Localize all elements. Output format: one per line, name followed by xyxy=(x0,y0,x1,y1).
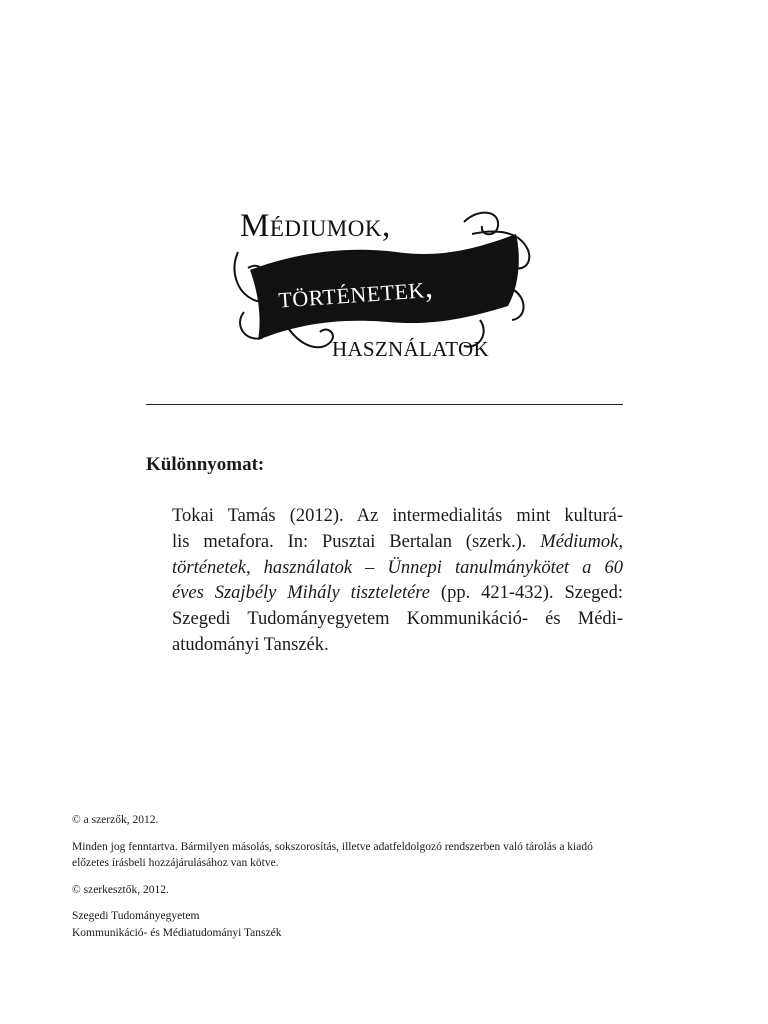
citation-line: Tokai Tamás (2012). Az intermedialitás mint kulturá- xyxy=(172,506,623,526)
citation-line: Szegedi Tudományegyetem Kommunikáció- és Médi- xyxy=(172,609,623,630)
citation-line: lis metafora. In: Pusztai Bertalan (szerk.). Médiumok, xyxy=(172,531,623,552)
book-logo xyxy=(228,200,544,365)
citation-line: éves Szajbély Mihály tiszteletére (pp. 421-432). Szeged: xyxy=(172,583,624,604)
book-title-part: éves Szajbély Mihály tiszteletére xyxy=(172,583,431,604)
book-title-part: Médiumok, xyxy=(540,531,623,552)
authors-copyright: © a szerzők, 2012. xyxy=(72,814,159,826)
citation-block xyxy=(172,504,623,659)
editors-copyright: © szerkesztők, 2012. xyxy=(72,883,169,896)
citation-line xyxy=(172,556,623,582)
logo-line-2: történetek, xyxy=(276,267,435,315)
book-title-part: történetek, használatok – Ünnepi tanulmánykötet a 60 xyxy=(172,557,623,578)
rights-notice: Minden jog fenntartva. Bármilyen másolás, sokszorosítás, illetve adatfeldolgozó rendszerben való tárolás a kiadó előzetes írásbeli hozzájárulásához van kötve. xyxy=(72,840,593,869)
citation-line: atudományi Tanszék. xyxy=(172,634,329,655)
logo-line-1: Médiumok, xyxy=(240,208,391,244)
logo-line-3: használatok xyxy=(332,330,489,363)
offprint-heading: Különnyomat: xyxy=(146,454,265,475)
horizontal-divider xyxy=(146,404,623,405)
colophon xyxy=(72,812,692,951)
publisher-info: Szegedi Tudományegyetem Kommunikáció- és Médiatudományi Tanszék xyxy=(72,910,282,939)
ornament-banner-logo xyxy=(228,200,544,365)
